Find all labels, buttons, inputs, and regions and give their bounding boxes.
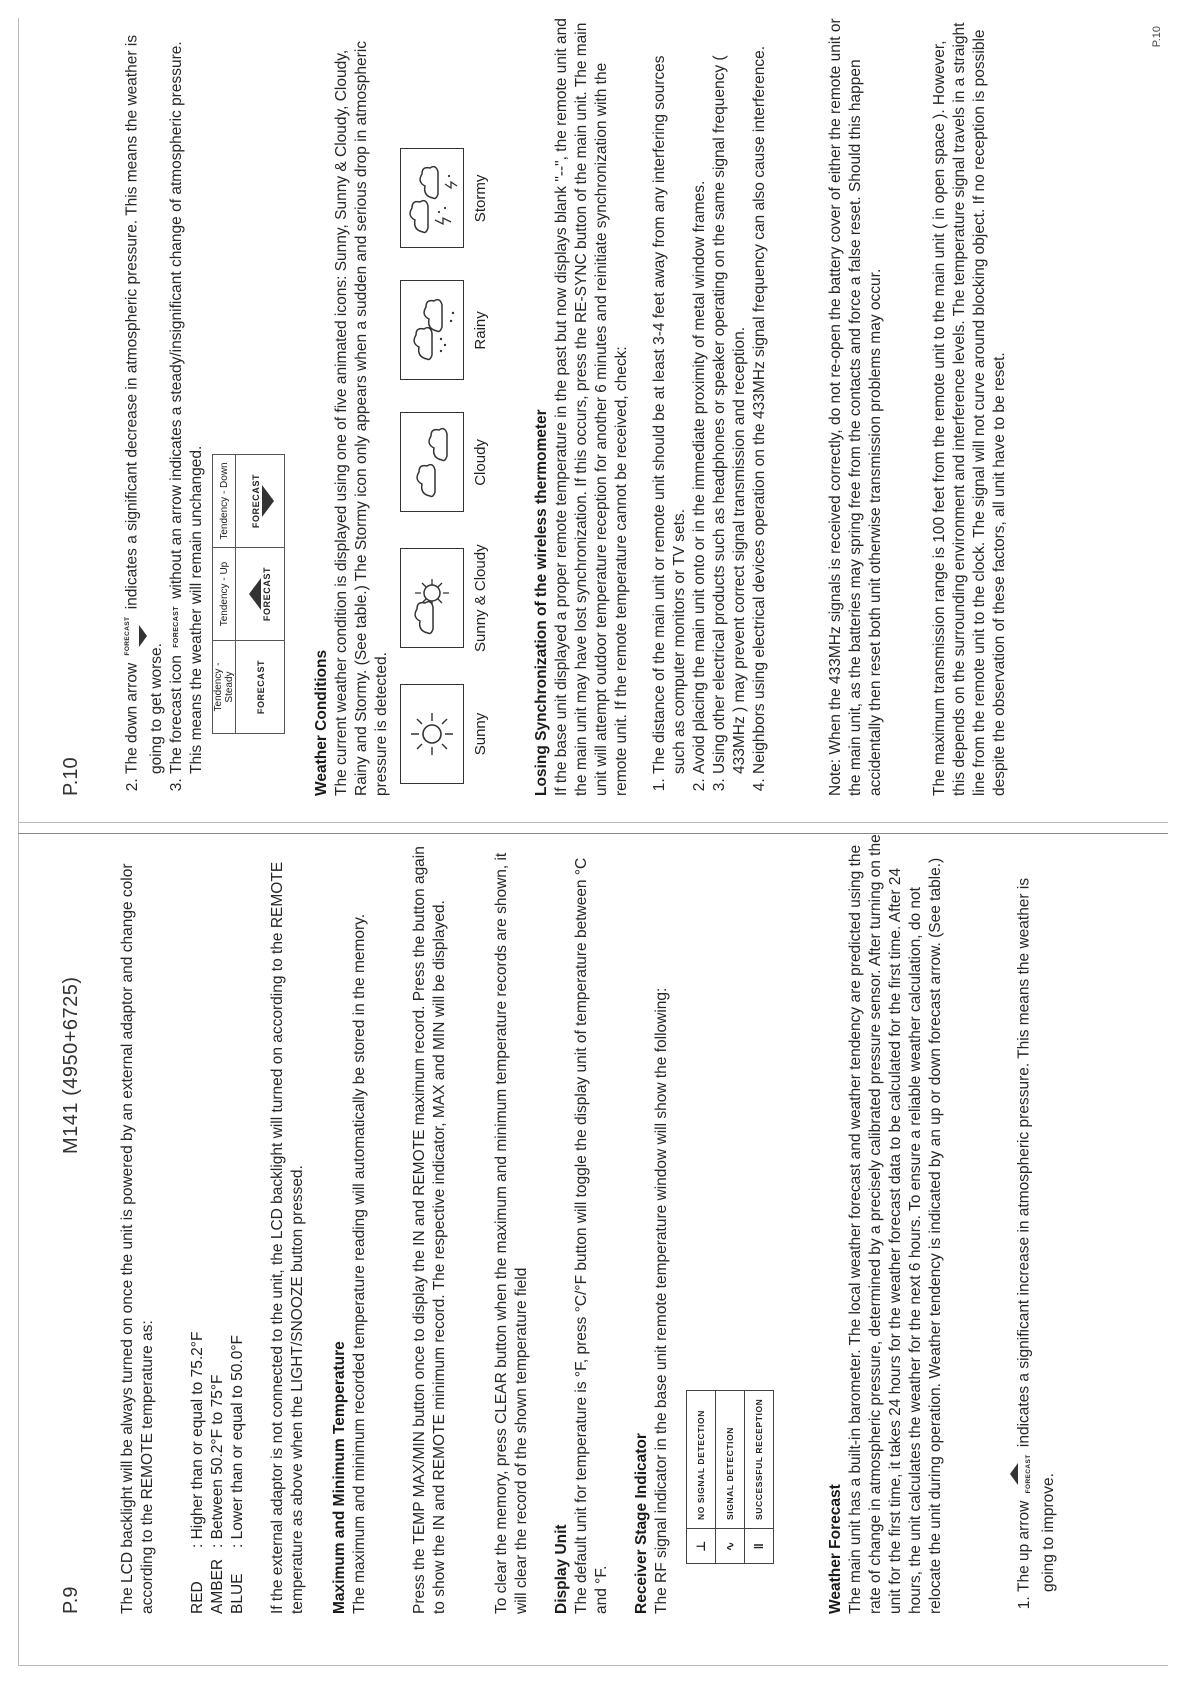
range-text: The maximum transmission range is 100 feet from the remote unit to the main unit ( in open space ). However, this depends on the surrounding environment and interference levels. The temperature signal travels in a straight line from the remote unit to the clock. The signal will not curve around blocking object. If no reception is possible despite the observation of these factors, all unit have to be reset. [931, 22, 1008, 796]
adaptor-note: If the external adaptor is not connected to the unit, the LCD backlight will turned on according to the REMOTE temperature as above when the LIGHT/SNOOZE button pressed. [269, 861, 306, 1614]
check-item: 3. Using other electrical products such as headphones or speaker operating on the same signal frequency ( 433MHz ) may prevent correct signal transmission and reception. [710, 26, 750, 774]
checks-list [650, 26, 770, 796]
tendency-header: Tendency - Up [213, 548, 236, 641]
forecast-text: The main unit has a built-in barometer. The local weather forecast and weather tendency are predicted using the rate of change in atmospheric pressure, determined by a precisely calibrated pressure sensor. After turning on the unit for the first time, it takes 24 hours for the weather forecast data to be calculated for the first time. After 24 hours, the unit calculates the weather for the next 6 hours. To ensure a reliable weather calculation, do not relocate the unit during operation. Weather tendency is indicated by an up or down forecast arrow. (See table.) [847, 834, 944, 1614]
check-item: 4. Neighbors using electrical devices operation on the 433MHz signal frequency can also cause interference. [750, 26, 770, 774]
weather-label: Sunny & Cloudy [472, 544, 489, 652]
check-item: 1. The distance of the main unit or remote unit should be at least 3-4 feet away from any interfering sources such as computer monitors or TV sets. [650, 26, 690, 774]
cloudy-icon [400, 412, 464, 512]
weather-label: Stormy [472, 174, 489, 223]
forecast-word: FORECAST [262, 566, 272, 622]
color-name: RED [189, 1581, 206, 1614]
tendency-header: Tendency - Down [213, 455, 236, 548]
receiver-text: The RF signal indicator in the base unit remote temperature window will show the following: [653, 987, 670, 1614]
forecast-heading: Weather Forecast [827, 1484, 844, 1614]
down-arrow-item [118, 26, 167, 774]
tendency-table [212, 454, 285, 734]
forecast-word: FORECAST [173, 606, 180, 648]
check-item: 2. Avoid placing the main unit onto or in the immediate proximity of metal window frames. [690, 26, 710, 774]
up-arrow-pre: The up arrow [1015, 1500, 1033, 1592]
rf-row-reception [745, 1390, 774, 1563]
up-arrow-list-item [1010, 844, 1059, 1592]
rf-label: SUCCESSFUL RECEPTION [745, 1390, 774, 1528]
conditions-heading: Weather Conditions [313, 649, 330, 796]
weather-cell-sunny [400, 684, 489, 784]
forecast-up-icon [249, 567, 272, 621]
icon-pre: The forecast icon [168, 655, 186, 774]
color-list [188, 1332, 248, 1614]
weather-label: Sunny [472, 712, 489, 756]
forecast-word: FORECAST [251, 473, 261, 529]
footer-page-mark: P.10 [1151, 26, 1163, 48]
color-name: AMBER [209, 1558, 226, 1614]
weather-cell-rainy [400, 280, 489, 380]
weather-cell-stormy [400, 148, 489, 248]
stormy-icon [400, 148, 464, 248]
antenna-icon: ⊥ [687, 1529, 716, 1564]
antenna-received-icon: ‖ [745, 1529, 774, 1564]
forecast-steady-icon [256, 660, 266, 714]
sunny-cloudy-icon [400, 548, 464, 648]
conditions-text: The current weather condition is displayed using one of five animated icons: Sunny, Sunny & Cloudy, Cloudy, Rainy and Stormy. (See table.) The Stormy icon only appears when a sudden and serious drop in atmospheric pressure is detected. [333, 40, 390, 796]
rf-row-detection [716, 1390, 745, 1563]
tendency-header-row [213, 455, 236, 734]
tendency-header: Tendency - Steady [213, 641, 236, 734]
maxmin-text: The maximum and minimum recorded temperature reading will automatically be stored in the memory. [351, 913, 368, 1614]
icon-post: without an arrow indicates a steady/insignificant change of atmospheric pressure. This means the weather will remain unchanged. [168, 41, 206, 774]
color-desc: : Higher than or equal to 75.2°F [189, 1331, 206, 1548]
page-p9 [0, 834, 1191, 1654]
rf-row-no-signal [687, 1390, 716, 1563]
model-number: M141 (4950+6725) [60, 976, 82, 1154]
forecast-down-icon [251, 474, 274, 528]
down-arrow-post: indicates a significant decrease in atmospheric pressure. This means the weather is going to get worse. [123, 34, 165, 774]
forecast-word: FORECAST [124, 616, 131, 656]
tendency-up-cell [236, 548, 285, 641]
color-row-blue [228, 1332, 248, 1614]
tendency-down-cell [236, 455, 285, 548]
up-arrow-item [1010, 844, 1059, 1614]
frame-border-left [18, 1665, 1168, 1666]
weather-cell-sunny-cloudy [400, 544, 489, 652]
page-number: P.9 [60, 1586, 82, 1614]
color-desc: : Lower than or equal to 50.0°F [229, 1335, 246, 1548]
up-arrow-list [1010, 844, 1059, 1614]
rf-label: SIGNAL DETECTION [716, 1390, 745, 1528]
color-row-red [188, 1332, 208, 1614]
sync-checks [650, 26, 770, 796]
page-divider-secondary [18, 822, 1168, 823]
rf-indicator-table [686, 1390, 774, 1564]
forecast-word: FORECAST [256, 659, 266, 715]
receiver-heading: Receiver Stage Indicator [633, 1433, 650, 1614]
steady-icon-item [167, 26, 207, 774]
color-row-amber [208, 1332, 228, 1614]
up-arrow-post: indicates a significant increase in atmospheric pressure. This means the weather is going to improve. [1015, 877, 1057, 1592]
display-unit-text: The default unit for temperature is °F, press °C/°F button will toggle the display unit of temperature between °C and °F. [573, 857, 610, 1614]
rf-label: NO SIGNAL DETECTION [687, 1390, 716, 1528]
down-arrow-pre: The down arrow [123, 662, 141, 774]
sunny-icon [400, 684, 464, 784]
page-p10 [0, 14, 1191, 804]
color-name: BLUE [229, 1573, 246, 1614]
forecast-word: FORECAST [1025, 1454, 1032, 1494]
sync-heading: Losing Synchronization of the wireless thermometer [533, 409, 550, 796]
forecast-steady-icon [167, 606, 187, 648]
press-instructions: Press the TEMP MAX/MIN button once to display the IN and REMOTE maximum record. Press the button again to show the IN and REMOTE minimum record. The respective indicator, MAX and MIN will be displayed. [411, 846, 448, 1614]
color-desc: : Between 50.2°F to 75°F [209, 1374, 226, 1548]
note-text: Note: When the 433MHz signals is received correctly, do not re-open the battery cover of either the remote unit or the main unit, as the batteries may spring free from the contacts and force a false reset. Should this happen accidentally then reset both unit otherwise transmission problems may occur. [827, 18, 884, 796]
weather-label: Rainy [472, 311, 489, 350]
tendency-list [118, 26, 207, 796]
sync-text: If the base unit displayed a proper remote temperature in the past but now displays blank "--", the remote unit and the main unit may have lost synchronization. If this occurs, press the RE-SYNC button of the main unit. The main unit will attempt outdoor temperature reception for another 6 minutes and reinitiate synchronization with the remote unit. If the remote temperature cannot be received, check: [553, 18, 630, 796]
weather-cell-cloudy [400, 412, 489, 512]
rainy-icon [400, 280, 464, 380]
clear-instructions: To clear the memory, press CLEAR button when the maximum and minimum temperature records are shown, it will clear the record of the shown temperature field [493, 852, 530, 1614]
weather-label: Cloudy [472, 439, 489, 486]
tendency-steady-cell [236, 641, 285, 734]
page-number: P.10 [60, 757, 82, 796]
forecast-down-icon [118, 617, 147, 656]
forecast-up-icon [1010, 1454, 1039, 1493]
display-unit-heading: Display Unit [553, 1524, 570, 1614]
arrow-list [118, 26, 207, 796]
antenna-searching-icon: ∿ [716, 1529, 745, 1564]
weather-icon-table [400, 148, 489, 784]
backlight-intro: The LCD backlight will be always turned on once the unit is powered by an external adaptor and change color according to the REMOTE temperature as: [119, 863, 156, 1614]
tendency-icon-row [236, 455, 285, 734]
maxmin-heading: Maximum and Minimum Temperature [331, 1341, 348, 1614]
